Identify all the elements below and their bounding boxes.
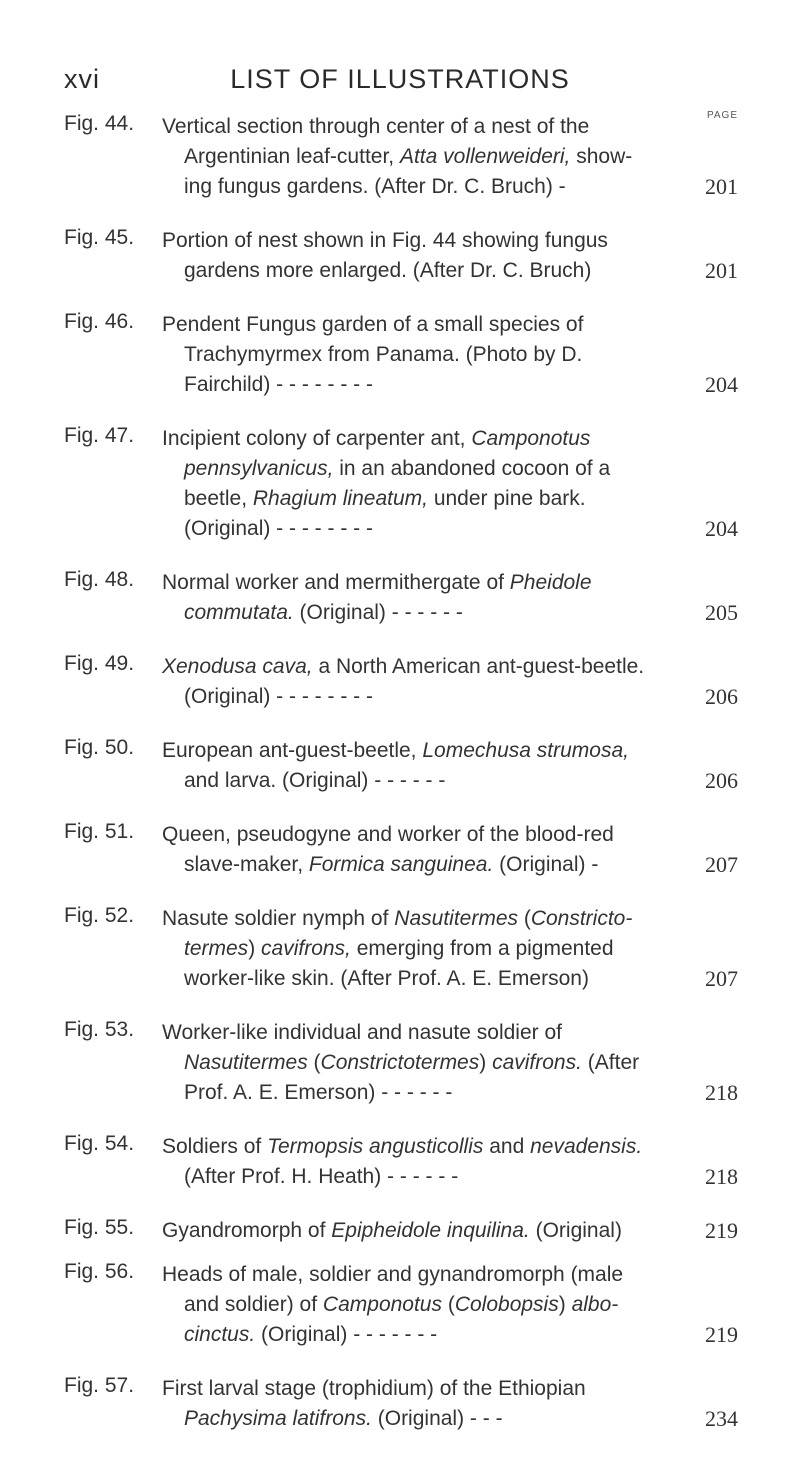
figure-caption bbox=[162, 820, 712, 880]
illustration-entry bbox=[0, 1260, 800, 1350]
illustration-entry bbox=[0, 652, 800, 712]
caption-line: Fairchild) - - - - - - - - bbox=[184, 373, 373, 396]
figure-caption bbox=[162, 1374, 712, 1434]
illustration-entry bbox=[0, 568, 800, 628]
caption-line: termes) cavifrons, emerging from a pigmented bbox=[184, 937, 614, 960]
figure-caption bbox=[162, 310, 712, 400]
illustration-entry bbox=[0, 820, 800, 880]
page-reference: 218 bbox=[705, 1080, 738, 1105]
figure-number: Fig. 48. bbox=[64, 568, 135, 591]
caption-line: Queen, pseudogyne and worker of the blood-red bbox=[162, 823, 614, 846]
figure-number: Fig. 53. bbox=[64, 1018, 135, 1041]
figure-caption bbox=[162, 1216, 712, 1246]
caption-line: Worker-like individual and nasute soldier of bbox=[162, 1021, 562, 1044]
caption-line: Incipient colony of carpenter ant, Camponotus bbox=[162, 427, 591, 450]
page-reference: 207 bbox=[705, 966, 738, 991]
caption-line: Trachymyrmex from Panama. (Photo by D. bbox=[184, 343, 583, 366]
figure-number: Fig. 51. bbox=[64, 820, 135, 843]
illustration-entry bbox=[0, 1132, 800, 1192]
caption-line: Normal worker and mermithergate of Pheidole bbox=[162, 571, 592, 594]
caption-line: (Original) - - - - - - - - bbox=[184, 517, 373, 540]
caption-line: Nasute soldier nymph of Nasutitermes (Constricto- bbox=[162, 907, 633, 930]
figure-caption bbox=[162, 1132, 712, 1192]
caption-line: pennsylvanicus, in an abandoned cocoon of a bbox=[184, 457, 611, 480]
illustration-entry bbox=[0, 736, 800, 796]
figure-caption bbox=[162, 904, 712, 994]
figure-number: Fig. 56. bbox=[64, 1260, 135, 1283]
caption-line: and larva. (Original) - - - - - - bbox=[184, 769, 446, 792]
page-reference: 205 bbox=[705, 600, 738, 625]
illustration-entry bbox=[0, 226, 800, 286]
illustration-entry bbox=[0, 1374, 800, 1434]
caption-line: (After Prof. H. Heath) - - - - - - bbox=[184, 1165, 459, 1188]
figure-number: Fig. 44. bbox=[64, 112, 135, 135]
caption-line: gardens more enlarged. (After Dr. C. Bruch) bbox=[184, 259, 592, 282]
figure-caption bbox=[162, 1018, 712, 1108]
figure-number: Fig. 54. bbox=[64, 1132, 135, 1155]
figure-number: Fig. 55. bbox=[64, 1216, 135, 1239]
figure-number: Fig. 52. bbox=[64, 904, 135, 927]
caption-line: Xenodusa cava, a North American ant-guest-beetle. bbox=[162, 655, 645, 678]
caption-line: Nasutitermes (Constrictotermes) cavifrons. (After bbox=[184, 1051, 640, 1074]
illustration-entry bbox=[0, 112, 800, 202]
page-reference: 219 bbox=[705, 1322, 738, 1347]
caption-line: First larval stage (trophidium) of the Ethiopian bbox=[162, 1377, 586, 1400]
illustrations-list bbox=[0, 112, 800, 1458]
caption-line: slave-maker, Formica sanguinea. (Original) - bbox=[184, 853, 599, 876]
caption-line: and soldier) of Camponotus (Colobopsis) albo- bbox=[184, 1293, 619, 1316]
figure-caption bbox=[162, 112, 712, 202]
figure-caption bbox=[162, 568, 712, 628]
figure-caption bbox=[162, 652, 712, 712]
page-reference: 219 bbox=[705, 1218, 738, 1243]
caption-line: Vertical section through center of a nest of the bbox=[162, 115, 590, 138]
page-header bbox=[0, 64, 800, 104]
page-reference: 218 bbox=[705, 1164, 738, 1189]
figure-number: Fig. 45. bbox=[64, 226, 135, 249]
caption-line: Gyandromorph of Epipheidole inquilina. (Original) bbox=[162, 1219, 622, 1242]
page-reference: 207 bbox=[705, 852, 738, 877]
caption-line: Pendent Fungus garden of a small species of bbox=[162, 313, 584, 336]
figure-caption bbox=[162, 226, 712, 286]
figure-number: Fig. 49. bbox=[64, 652, 135, 675]
caption-line: ing fungus gardens. (After Dr. C. Bruch) - bbox=[184, 175, 566, 198]
page-column-label: PAGE bbox=[706, 110, 738, 121]
caption-line: Portion of nest shown in Fig. 44 showing fungus bbox=[162, 229, 608, 252]
caption-line: cinctus. (Original) - - - - - - - bbox=[184, 1323, 438, 1346]
page-reference: 204 bbox=[705, 516, 738, 541]
figure-number: Fig. 50. bbox=[64, 736, 135, 759]
illustration-entry bbox=[0, 904, 800, 994]
figure-number: Fig. 47. bbox=[64, 424, 135, 447]
caption-line: Prof. A. E. Emerson) - - - - - - bbox=[184, 1081, 453, 1104]
caption-line: worker-like skin. (After Prof. A. E. Emerson) bbox=[184, 967, 589, 990]
caption-line: European ant-guest-beetle, Lomechusa strumosa, bbox=[162, 739, 629, 762]
caption-line: Heads of male, soldier and gynandromorph (male bbox=[162, 1263, 624, 1286]
figure-number: Fig. 46. bbox=[64, 310, 135, 333]
figure-number: Fig. 57. bbox=[64, 1374, 135, 1397]
figure-caption bbox=[162, 424, 712, 544]
caption-line: commutata. (Original) - - - - - - bbox=[184, 601, 463, 624]
caption-line: Pachysima latifrons. (Original) - - - bbox=[184, 1407, 503, 1430]
page-title: LIST OF ILLUSTRATIONS bbox=[230, 64, 570, 94]
page-reference: 206 bbox=[705, 768, 738, 793]
illustration-entry bbox=[0, 1018, 800, 1108]
page-number: xvi bbox=[64, 64, 100, 94]
illustration-entry bbox=[0, 1216, 800, 1246]
page-reference: 204 bbox=[705, 372, 738, 397]
figure-caption bbox=[162, 1260, 712, 1350]
page-reference: 234 bbox=[705, 1406, 738, 1431]
caption-line: (Original) - - - - - - - - bbox=[184, 685, 373, 708]
caption-line: beetle, Rhagium lineatum, under pine bark. bbox=[184, 487, 586, 510]
illustration-entry bbox=[0, 424, 800, 544]
page-reference: 201 bbox=[705, 174, 738, 199]
page-reference: 206 bbox=[705, 684, 738, 709]
caption-line: Soldiers of Termopsis angusticollis and nevadensis. bbox=[162, 1135, 643, 1158]
page-reference: 201 bbox=[705, 258, 738, 283]
caption-line: Argentinian leaf-cutter, Atta vollenweideri, show- bbox=[184, 145, 633, 168]
figure-caption bbox=[162, 736, 712, 796]
illustration-entry bbox=[0, 310, 800, 400]
